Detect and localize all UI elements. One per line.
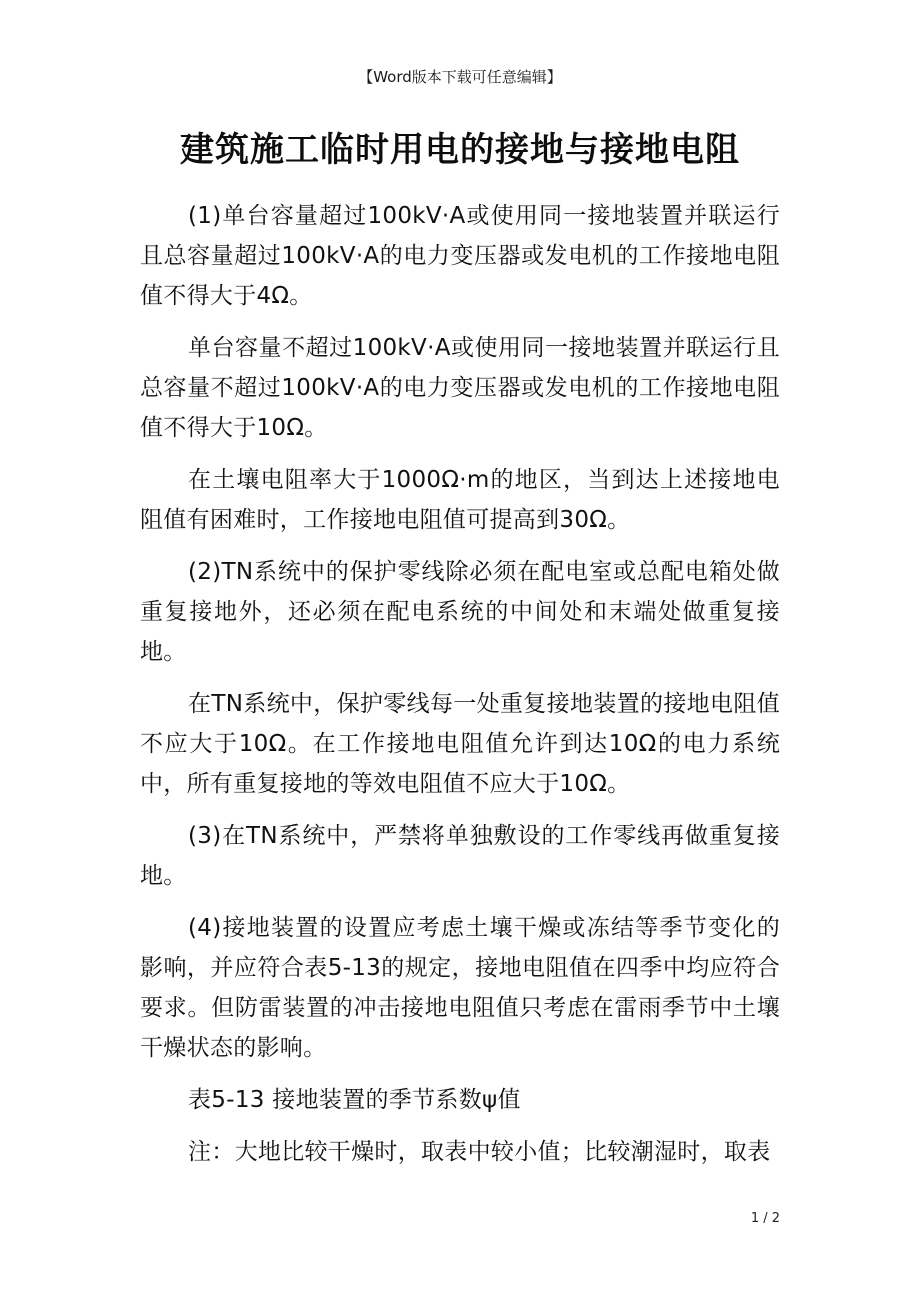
- table-caption: 表5-13 接地装置的季节系数ψ值: [188, 1087, 521, 1113]
- paragraph-tn-resistance: 在TN系统中，保护零线每一处重复接地装置的接地电阻值不应大于10Ω。在工作接地电阻值允许到达10Ω的电力系统中，所有重复接地的等效电阻值不应大于10Ω。: [140, 691, 780, 797]
- paragraph-neutral-prohibition: (3)在TN系统中，严禁将单独敷设的工作零线再做重复接地。: [140, 823, 780, 889]
- document-body: [140, 196, 780, 1172]
- paragraph-note: 注：大地比较干燥时，取表中较小值；比较潮湿时，取表: [188, 1139, 771, 1165]
- paragraph-tn-repeat-grounding: (2)TN系统中的保护零线除必须在配电室或总配电箱处做重复接地外，还必须在配电系统的中间处和末端处做重复接地。: [140, 559, 780, 665]
- document-title: 建筑施工临时用电的接地与接地电阻: [180, 130, 740, 170]
- download-note: 【Word版本下载可任意编辑】: [358, 68, 562, 86]
- page-number: 1 / 2: [750, 1211, 780, 1226]
- paragraph-small-capacity: 单台容量不超过100kV·A或使用同一接地装置并联运行且总容量不超过100kV·A的电力变压器或发电机的工作接地电阻值不得大于10Ω。: [140, 335, 780, 441]
- paragraph-high-resistivity: 在土壤电阻率大于1000Ω·m的地区，当到达上述接地电阻值有困难时，工作接地电阻值可提高到30Ω。: [140, 467, 780, 533]
- paragraph-transformer-grounding: (1)单台容量超过100kV·A或使用同一接地装置并联运行且总容量超过100kV·A的电力变压器或发电机的工作接地电阻值不得大于4Ω。: [140, 203, 780, 309]
- paragraph-seasonal-factor: (4)接地装置的设置应考虑土壤干燥或冻结等季节变化的影响，并应符合表5-13的规定，接地电阻值在四季中均应符合要求。但防雷装置的冲击接地电阻值只考虑在雷雨季节中土壤干燥状态的影响。: [140, 915, 780, 1061]
